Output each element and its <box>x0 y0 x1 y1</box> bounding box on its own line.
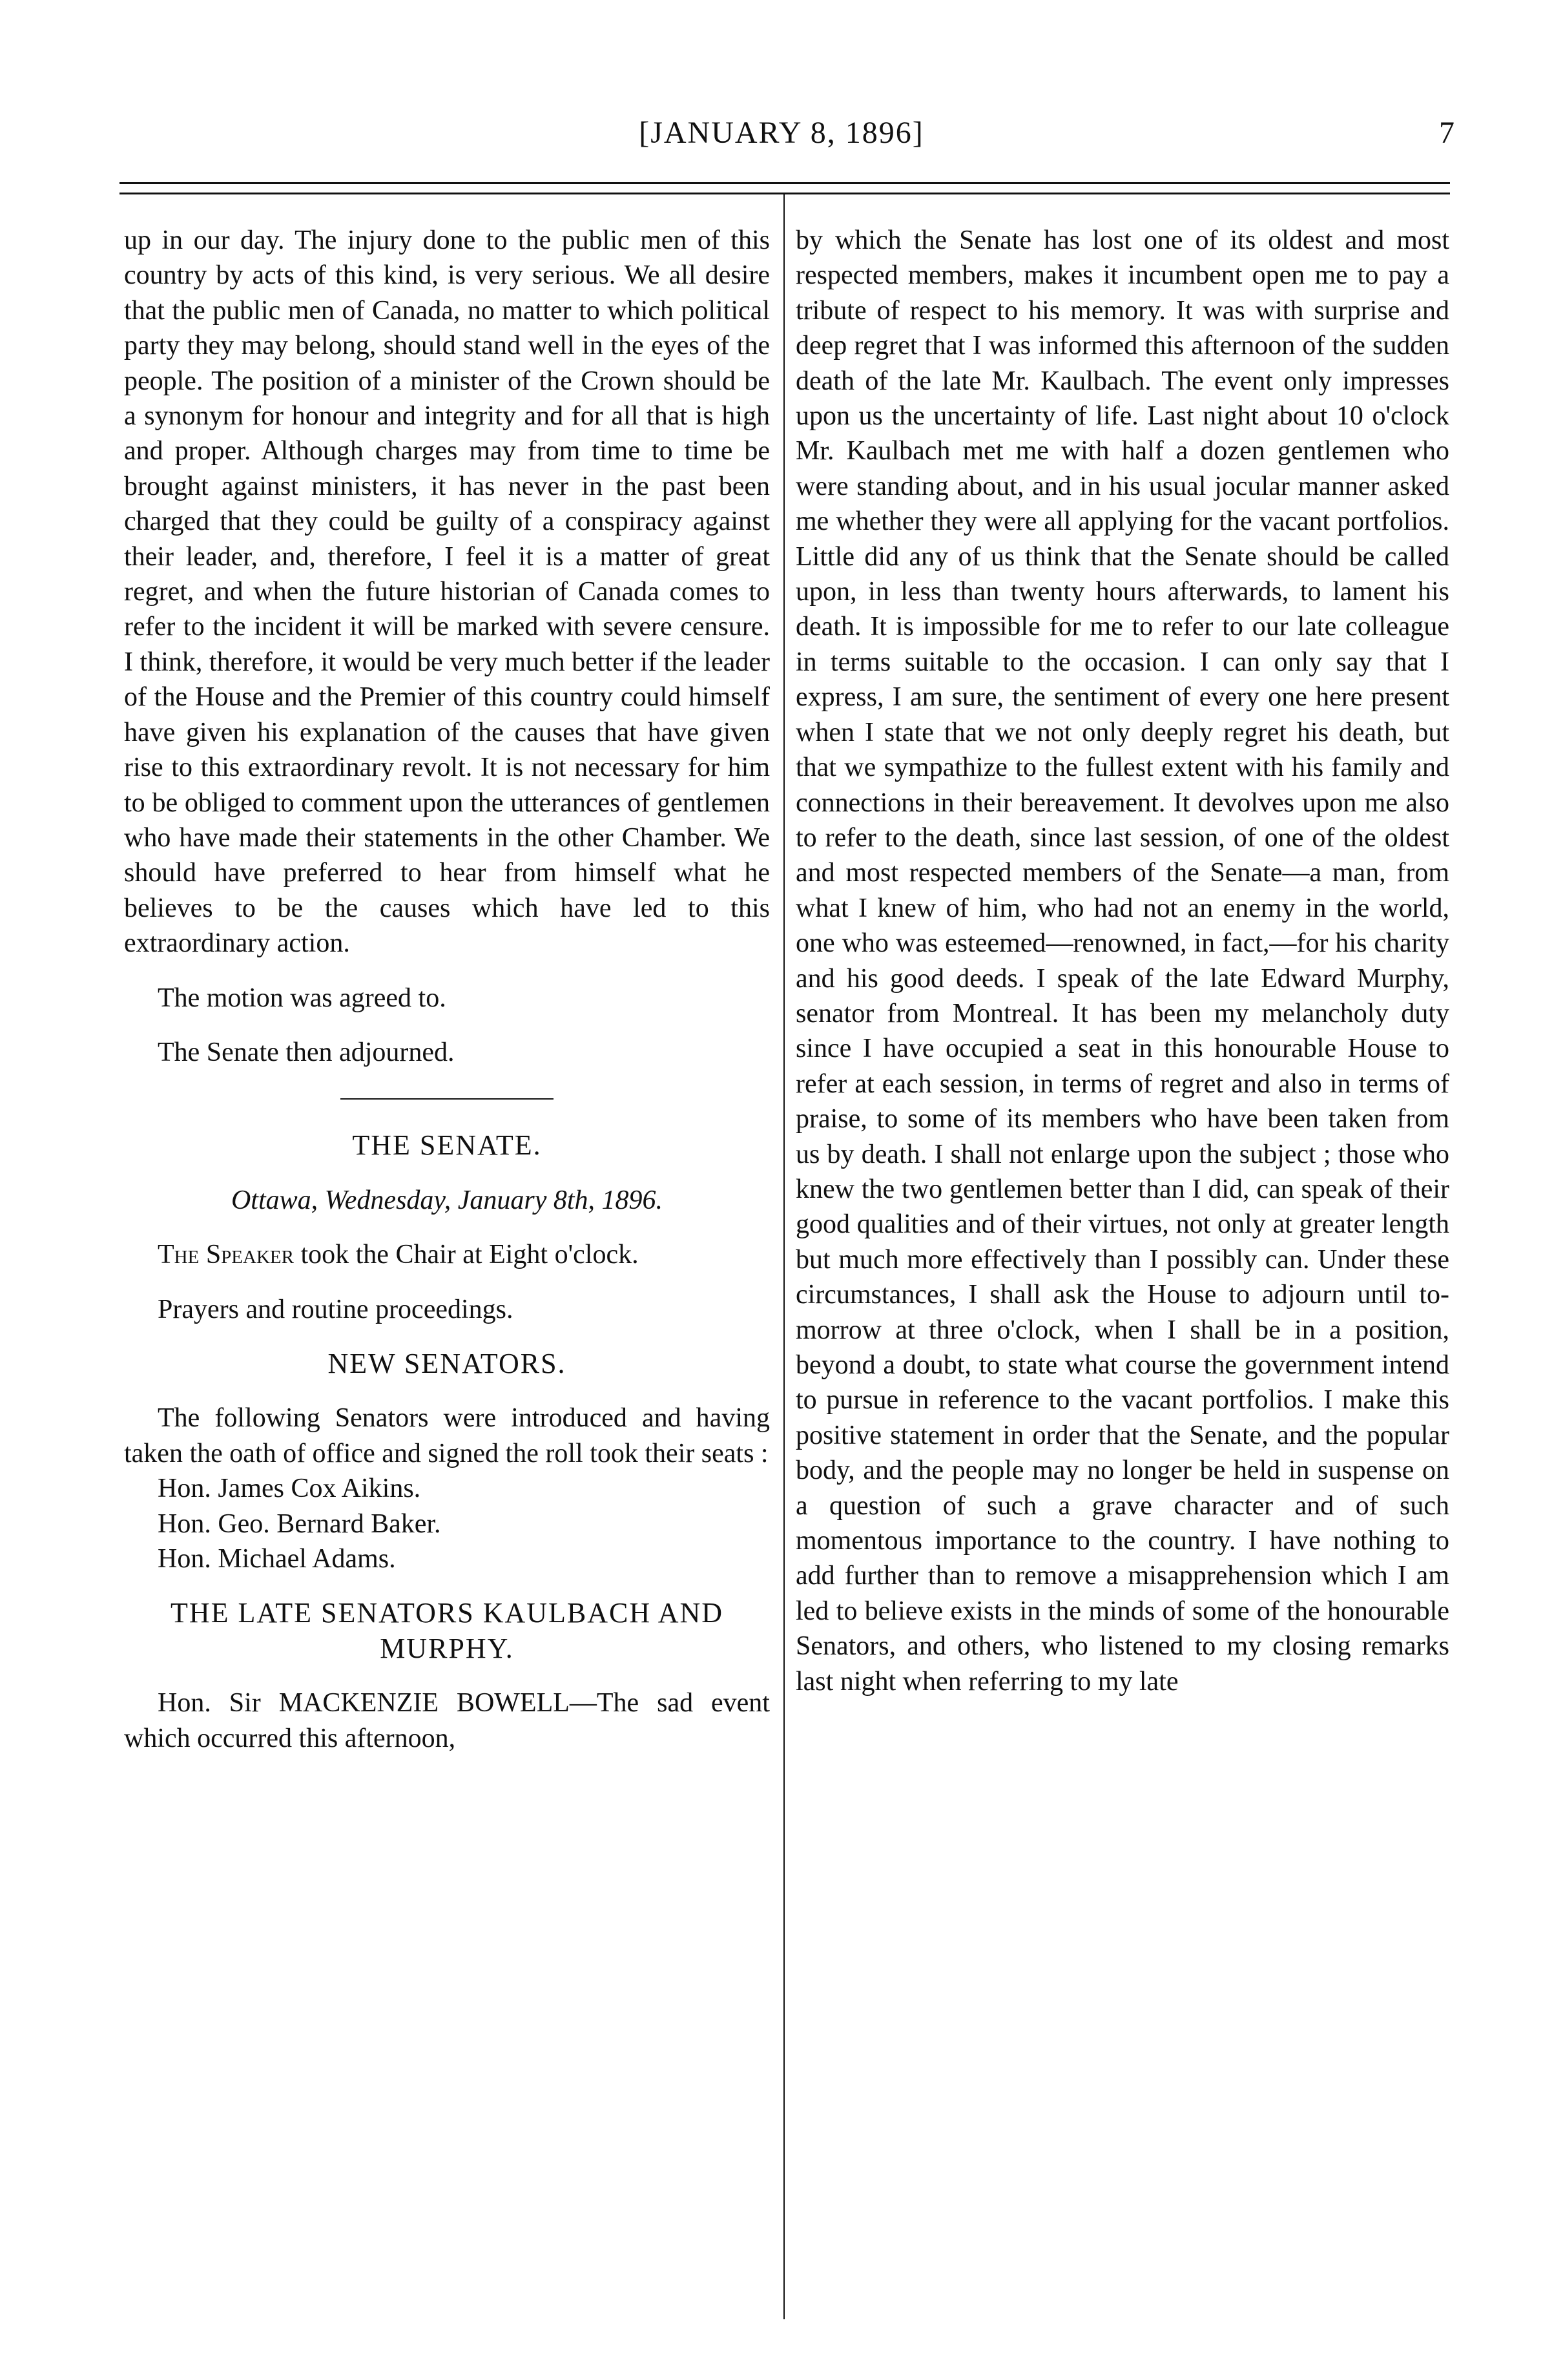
introduced-paragraph: The following Senators were introduced and having taken the oath of office and signed the roll took their seats : <box>124 1403 770 1468</box>
list-item: Hon. Michael Adams. <box>158 1544 396 1574</box>
speaker-name: MACKENZIE BOWELL <box>278 1688 570 1718</box>
section-divider <box>340 1098 554 1100</box>
bowell-speech-paragraph: by which the Senate has lost one of its oldest and most respected members, makes it incumbent open me to pay a tribute of respect to his memory. It was with surprise and deep regret that I was informed this afternoon of the sudden death of the late Mr. Kaulbach. The event only impresses upon us the uncertainty of life. Last night about 10 o'clock Mr. Kaulbach met me with half a dozen gentlemen who were standing about, and in his usual jocular manner asked me whether they were all applying for the vacant portfolios. Little did any of us think that the Senate should be called upon, in less than twenty hours afterwards, to lament his death. It is impossible for me to refer to our late colleague in terms suitable to the occasion. I can only say that I express, I am sure, the sentiment of every one here present when I state that we not only deeply regret his death, but that we sympathize to the fullest extent with his family and connections in their bereavement. It devolves upon me also to refer to the death, since last session, of one of the oldest and most respected members of the Senate—a man, from what I knew of him, who had not an enemy in the world, one who was esteemed—renowned, in fact,—for his charity and his good deeds. I speak of the late Edward Murphy, senator from Montreal. It has been my melancholy duty since I have occupied a seat in this honourable House to refer at each session, in terms of regret and also in terms of praise, to some of its members who have been taken from us by death. I shall not enlarge upon the subject ; those who knew the two gentlemen better than I did, can speak of their good qualities and of their virtues, not only at greater length but much more effectively than I possibly can. Under these circumstances, I shall ask the House to adjourn until to-morrow at three o'clock, when I shall be in a position, beyond a doubt, to state what course the government intend to pursue in reference to the vacant portfolios. I make this positive statement in order that the Senate, and the popular body, and the people may no longer be held in suspense on a question of such a grave character and of such momentous importance to the country. I have nothing to add further than to remove a misapprehension which I am led to believe exists in the minds of some of the honourable Senators, and others, who listened to my closing remarks last night when referring to my late <box>796 225 1449 1696</box>
prayers-paragraph: Prayers and routine proceedings. <box>158 1294 513 1324</box>
new-senators-list <box>124 1471 770 1576</box>
header-rule-double <box>119 193 1450 194</box>
page-number: 7 <box>1439 116 1454 150</box>
header-rule <box>119 182 1450 184</box>
speaker-text: took the Chair at Eight o'clock. <box>293 1240 639 1270</box>
bowell-dash: — <box>569 1688 597 1718</box>
session-dateline: Ottawa, Wednesday, January 8th, 1896. <box>231 1185 663 1215</box>
motion-agreed: The motion was agreed to. <box>158 983 446 1013</box>
page-header <box>0 109 1563 160</box>
speaker-paragraph <box>124 1237 770 1272</box>
senate-adjourned: The Senate then adjourned. <box>158 1037 455 1067</box>
right-column <box>796 223 1449 1699</box>
senate-heading: THE SENATE. <box>352 1129 542 1162</box>
bowell-hon: Hon. Sir <box>158 1688 279 1718</box>
new-senators-heading: NEW SENATORS. <box>327 1347 566 1379</box>
bowell-text: The sad event which occurred this afternoon, <box>124 1688 770 1753</box>
column-divider <box>783 194 785 2319</box>
list-item: Hon. James Cox Aikins. <box>158 1474 421 1504</box>
list-item: Hon. Geo. Bernard Baker. <box>158 1508 441 1539</box>
left-column <box>124 223 770 1756</box>
late-senators-heading: THE LATE SENATORS KAULBACH AND MURPHY. <box>170 1597 724 1664</box>
continued-paragraph: up in our day. The injury done to the public men of this country by acts of this kind, is very serious. We all desire that the public men of Canada, no matter to which political party they may belong, should stand well in the eyes of the people. The position of a minister of the Crown should be a synonym for honour and integrity and for all that is high and proper. Although charges may from time to time be brought against ministers, it has never in the past been charged that they could be guilty of a conspiracy against their leader, and, therefore, I feel it is a matter of great regret, and when the future historian of Canada comes to refer to the incident it will be marked with severe censure. I think, therefore, it would be very much better if the leader of the House and the Premier of this country could himself have given his explanation of the causes that have given rise to this extraordinary revolt. It is not necessary for him to be obliged to comment upon the utterances of gentlemen who have made their statements in the other Chamber. We should have preferred to hear from himself what he believes to be the causes which have led to this extraordinary action. <box>124 225 770 959</box>
bowell-paragraph <box>124 1686 770 1756</box>
header-date: [JANUARY 8, 1896] <box>639 116 924 150</box>
speaker-smallcaps: The Speaker <box>158 1240 294 1270</box>
